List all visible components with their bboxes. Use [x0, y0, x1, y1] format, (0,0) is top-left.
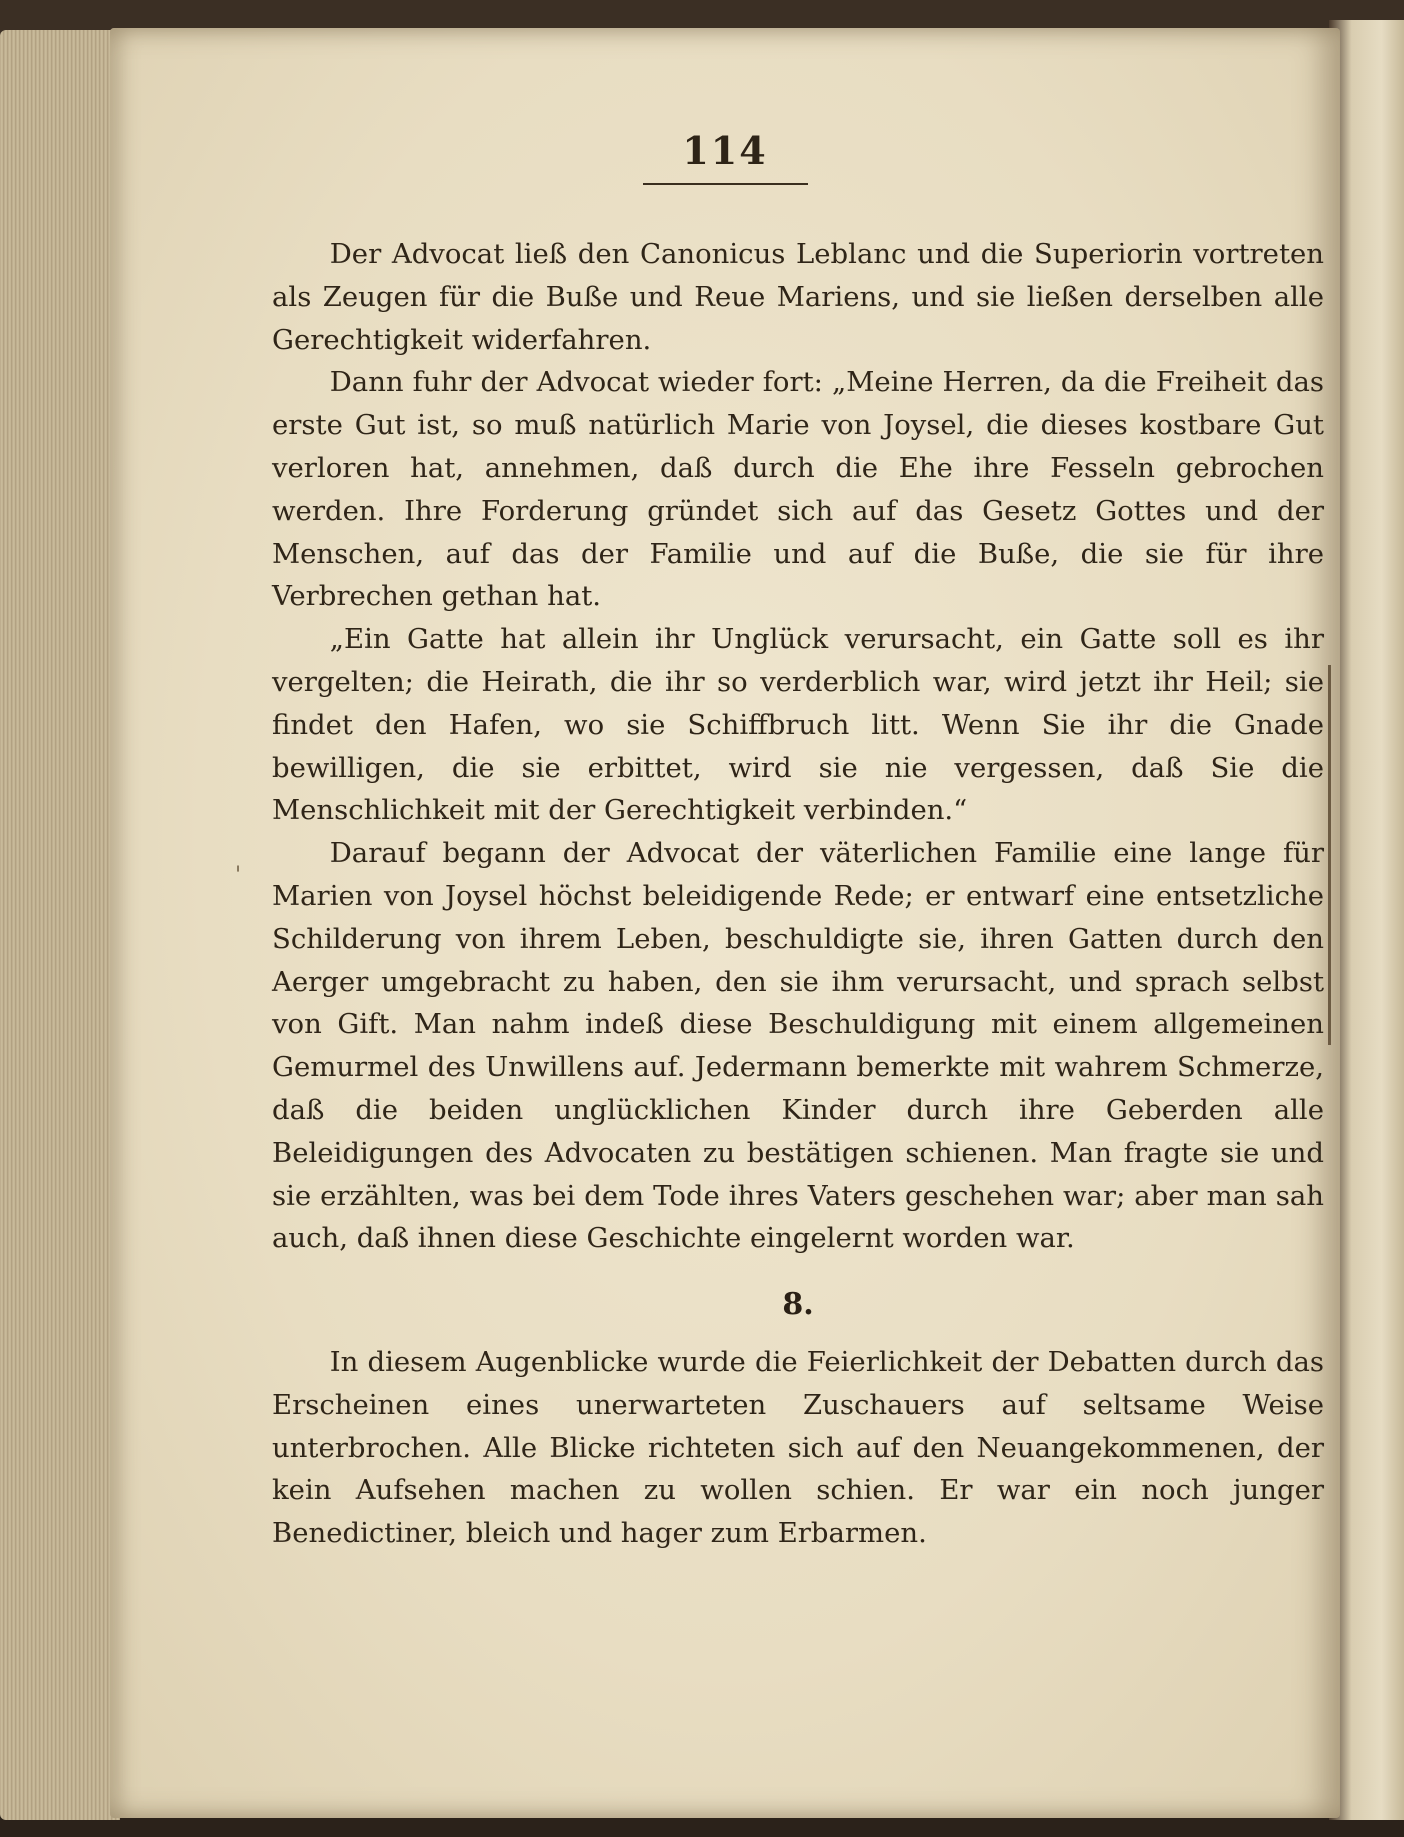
page-edge-tab-marker	[1328, 665, 1331, 1045]
page-number: 114	[682, 128, 768, 173]
page-body	[272, 233, 1324, 1555]
paragraph-4: Darauf begann der Advocat der väterlichen Familie eine lange für Marien von Joysel höchst beleidigende Rede; er entwarf eine entsetzliche Schilderung von ihrem Leben, beschuldigte sie, ihren Gatten durch den Aerger umgebracht zu haben, den sie ihm verursacht, und sprach selbst von Gift. Man nahm indeß diese Beschuldigung mit einem allgemeinen Gemurmel des Unwillens auf. Jedermann bemerkte mit wahrem Schmerze, daß die beiden unglücklichen Kinder durch ihre Geberden alle Beleidigungen des Advocaten zu bestätigen schienen. Man fragte sie und sie erzählten, was bei dem Tode ihres Vaters geschehen war; aber man sah auch, daß ihnen diese Geschichte eingelernt worden war.	[272, 837, 1324, 1255]
paragraph-3: „Ein Gatte hat allein ihr Unglück verursacht, ein Gatte soll es ihr vergelten; die Heirath, die ihr so verderblich war, wird jetzt ihr Heil; sie findet den Hafen, wo sie Schiffbruch litt. Wenn Sie ihr die Gnade bewilligen, die sie erbittet, wird sie nie vergessen, daß Sie die Menschlichkeit mit der Gerechtigkeit verbinden.“	[272, 623, 1324, 827]
book-page	[110, 28, 1340, 1818]
left-page-edges	[0, 30, 120, 1820]
right-page-edge	[1329, 20, 1404, 1820]
page-header	[110, 128, 1340, 185]
header-rule	[643, 183, 808, 185]
margin-tick-mark: ꞌ	[235, 863, 242, 888]
paragraph-1: Der Advocat ließ den Canonicus Leblanc und die Superiorin vortreten als Zeugen für die Buße und Reue Mariens, und sie ließen derselben alle Gerechtigkeit widerfahren.	[272, 238, 1324, 356]
section-paragraph-1: In diesem Augenblicke wurde die Feierlichkeit der Debatten durch das Erscheinen eines unerwarteten Zuschauers auf seltsame Weise unterbrochen. Alle Blicke richteten sich auf den Neuangekommenen, der kein Aufsehen machen zu wollen schien. Er war ein noch junger Benedictiner, bleich und hager zum Erbarmen.	[272, 1345, 1324, 1550]
section-heading: 8.	[782, 1287, 814, 1323]
paragraph-2: Dann fuhr der Advocat wieder fort: „Meine Herren, da die Freiheit das erste Gut ist, so muß natürlich Marie von Joysel, die dieses kostbare Gut verloren hat, annehmen, daß durch die Ehe ihre Fesseln gebrochen werden. Ihre Forderung gründet sich auf das Gesetz Gottes und der Menschen, auf das der Familie und auf die Buße, die sie für ihre Verbrechen gethan hat.	[272, 366, 1324, 613]
